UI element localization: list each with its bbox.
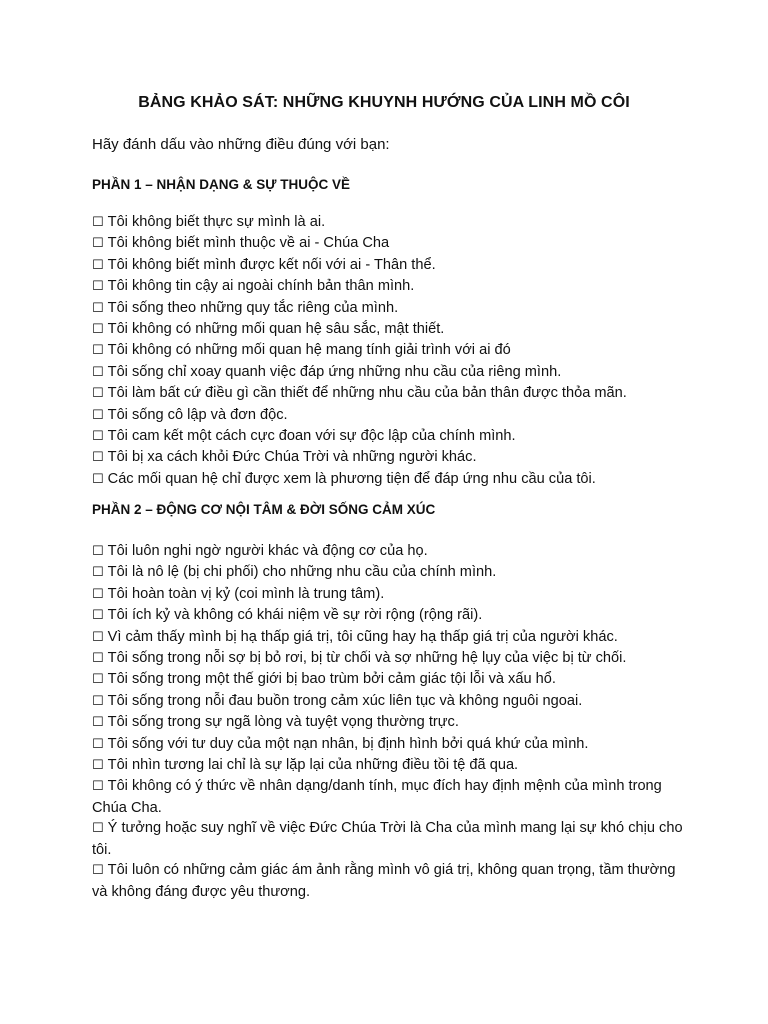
checklist-item xyxy=(92,818,692,860)
checklist-item xyxy=(92,776,692,818)
checklist-item xyxy=(92,712,692,733)
checklist-item xyxy=(92,447,692,468)
checklist-item-text: Tôi không tin cậy ai ngoài chính bản thân mình. xyxy=(107,278,415,295)
checklist-item xyxy=(92,255,692,276)
checklist-item-text: Tôi sống theo những quy tắc riêng của mình. xyxy=(107,299,399,316)
checklist-item-text: Tôi không có những mối quan hệ sâu sắc, mật thiết. xyxy=(107,321,445,338)
checklist-item xyxy=(92,469,692,490)
checklist-item-text: Tôi nhìn tương lai chỉ là sự lặp lại của những điều tồi tệ đã qua. xyxy=(107,757,519,774)
checkbox-icon[interactable]: ☐ xyxy=(92,758,104,774)
checklist-item-text: Tôi không có những mối quan hệ mang tính giải trình với ai đó xyxy=(107,342,511,359)
checklist-item-text: Tôi sống trong nỗi sợ bị bỏ rơi, bị từ chối và sợ những hệ lụy của việc bị từ chối. xyxy=(107,650,627,667)
checklist-item-text: Tôi sống trong sự ngã lòng và tuyệt vọng thường trực. xyxy=(107,714,459,731)
checklist-item xyxy=(92,362,692,383)
checklist-item xyxy=(92,298,692,319)
checkbox-icon[interactable]: ☐ xyxy=(92,300,104,316)
checkbox-icon[interactable]: ☐ xyxy=(92,693,104,709)
checkbox-icon[interactable]: ☐ xyxy=(92,586,104,602)
checkbox-icon[interactable]: ☐ xyxy=(92,565,104,581)
checkbox-icon[interactable]: ☐ xyxy=(92,407,104,423)
checklist-item-text: Tôi hoàn toàn vị kỷ (coi mình là trung tâm). xyxy=(107,585,385,602)
checklist-item xyxy=(92,627,692,648)
checkbox-icon[interactable]: ☐ xyxy=(92,863,104,879)
checklist-item-text: Tôi sống cô lập và đơn độc. xyxy=(107,406,288,423)
checklist-item xyxy=(92,755,692,776)
checklist-item-text: Tôi không có ý thức về nhân dạng/danh tính, mục đích hay định mệnh của mình trong Chúa Cha. xyxy=(92,778,662,816)
checkbox-icon[interactable]: ☐ xyxy=(92,364,104,380)
checklist-item xyxy=(92,340,692,361)
checklist-item-text: Tôi ích kỷ và không có khái niệm về sự rời rộng (rộng rãi). xyxy=(107,607,483,624)
checklist-item-text: Tôi không biết mình được kết nối với ai - Thân thể. xyxy=(107,256,436,273)
checklist-item-text: Vì cảm thấy mình bị hạ thấp giá trị, tôi cũng hay hạ thấp giá trị của người khác. xyxy=(107,628,618,645)
checkbox-icon[interactable]: ☐ xyxy=(92,343,104,359)
checklist-item xyxy=(92,860,692,902)
checklist-item-text: Tôi không biết thực sự mình là ai. xyxy=(107,214,326,230)
checkbox-icon[interactable]: ☐ xyxy=(92,651,104,667)
checkbox-icon[interactable]: ☐ xyxy=(92,322,104,338)
checklist-item-text: Tôi bị xa cách khỏi Đức Chúa Trời và những người khác. xyxy=(107,449,477,466)
checklist-item-text: Tôi sống chỉ xoay quanh việc đáp ứng những nhu cầu của riêng mình. xyxy=(107,363,562,380)
checkbox-icon[interactable]: ☐ xyxy=(92,608,104,624)
checklist-item-text: Tôi sống trong nỗi đau buồn trong cảm xúc liên tục và không nguôi ngoai. xyxy=(107,692,583,709)
checkbox-icon[interactable]: ☐ xyxy=(92,779,104,795)
checklist-item-text: Tôi cam kết một cách cực đoan với sự độc lập của chính mình. xyxy=(107,428,516,445)
checklist-item xyxy=(92,648,692,669)
checklist-part-2 xyxy=(92,541,692,902)
checkbox-icon[interactable]: ☐ xyxy=(92,279,104,295)
checklist-item-text: Các mối quan hệ chỉ được xem là phương tiện để đáp ứng nhu cầu của tôi. xyxy=(107,470,596,487)
checklist-item-text: Tôi sống với tư duy của một nạn nhân, bị định hình bởi quá khứ của mình. xyxy=(107,735,589,752)
checkbox-icon[interactable]: ☐ xyxy=(92,629,104,645)
checklist-item xyxy=(92,691,692,712)
checkbox-icon[interactable]: ☐ xyxy=(92,450,104,466)
checklist-item xyxy=(92,212,692,233)
checkbox-icon[interactable]: ☐ xyxy=(92,736,104,752)
section-heading-part-2: PHẦN 2 – ĐỘNG CƠ NỘI TÂM & ĐỜI SỐNG CẢM XÚC xyxy=(92,502,436,517)
checklist-item-text: Tôi làm bất cứ điều gì cần thiết để những nhu cầu của bản thân được thỏa mãn. xyxy=(107,385,627,402)
checkbox-icon[interactable]: ☐ xyxy=(92,471,104,487)
checkbox-icon[interactable]: ☐ xyxy=(92,715,104,731)
checklist-item xyxy=(92,584,692,605)
document-intro: Hãy đánh dấu vào những điều đúng với bạn: xyxy=(92,136,390,153)
checkbox-icon[interactable]: ☐ xyxy=(92,257,104,273)
document-title: BẢNG KHẢO SÁT: NHỮNG KHUYNH HƯỚNG CỦA LINH MỒ CÔI xyxy=(138,94,630,111)
checklist-item xyxy=(92,734,692,755)
checklist-item xyxy=(92,319,692,340)
checklist-item xyxy=(92,541,692,562)
checklist-item-text: Tôi luôn nghi ngờ người khác và động cơ của họ. xyxy=(107,543,428,559)
checkbox-icon[interactable]: ☐ xyxy=(92,215,104,230)
checklist-item-text: Tôi không biết mình thuộc về ai - Chúa Cha xyxy=(107,235,390,252)
checklist-item xyxy=(92,669,692,690)
checklist-item xyxy=(92,233,692,254)
checklist-item xyxy=(92,426,692,447)
checklist-item-text: Tôi luôn có những cảm giác ám ảnh rằng mình vô giá trị, không quan trọng, tầm thường và không đáng được yêu thương. xyxy=(92,862,676,900)
checklist-item xyxy=(92,605,692,626)
checkbox-icon[interactable]: ☐ xyxy=(92,672,104,688)
checklist-item-text: Tôi là nô lệ (bị chi phối) cho những nhu cầu của chính mình. xyxy=(107,564,497,581)
checkbox-icon[interactable]: ☐ xyxy=(92,429,104,445)
checklist-item xyxy=(92,562,692,583)
checklist-item xyxy=(92,383,692,404)
checklist-part-1 xyxy=(92,212,692,490)
checkbox-icon[interactable]: ☐ xyxy=(92,386,104,402)
checklist-item-text: Ý tưởng hoặc suy nghĩ về việc Đức Chúa Trời là Cha của mình mang lại sự khó chịu cho tôi. xyxy=(92,820,683,858)
checkbox-icon[interactable]: ☐ xyxy=(92,821,104,837)
checklist-item xyxy=(92,276,692,297)
section-heading-part-1: PHẦN 1 – NHẬN DẠNG & SỰ THUỘC VỀ xyxy=(92,177,350,192)
checkbox-icon[interactable]: ☐ xyxy=(92,544,104,559)
checklist-item xyxy=(92,405,692,426)
checkbox-icon[interactable]: ☐ xyxy=(92,236,104,252)
checklist-item-text: Tôi sống trong một thế giới bị bao trùm bởi cảm giác tội lỗi và xấu hổ. xyxy=(107,671,556,688)
